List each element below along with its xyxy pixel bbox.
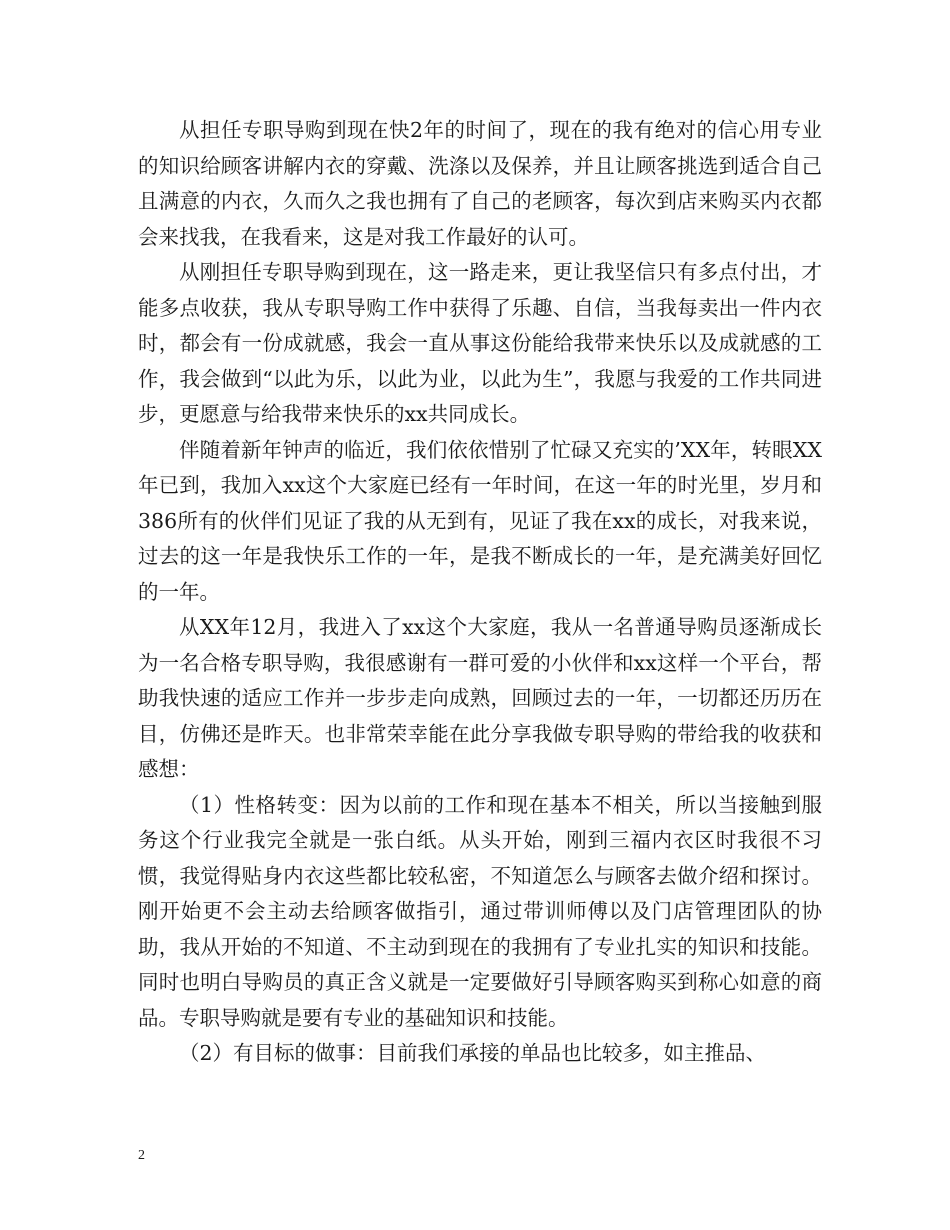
paragraph: （2）有目标的做事：目前我们承接的单品也比较多，如主推品、 — [179, 1041, 767, 1065]
page-number: 2 — [138, 1148, 145, 1163]
paragraph: （1）性格转变：因为以前的工作和现在基本不相关，所以当接触到服务这个行业我完全就是一张白纸。从头开始，刚到三福内衣区时我很不习惯，我觉得贴身内衣这些都比较私密，不知道怎么与顾客去做介绍和探讨。刚开始更不会主动去给顾客做指引，通过带训师傅以及门店管理团队的协助，我从开始的不知道、不主动到现在的我拥有了专业扎实的知识和技能。同时也明白导购员的真正含义就是一定要做好引导顾客购买到称心如意的商品。专职导购就是要有专业的基础知识和技能。 — [138, 792, 822, 1030]
paragraph: 伴随着新年钟声的临近，我们依依惜别了忙碌又充实的’XX年，转眼XX年已到，我加入xx这个大家庭已经有一年时间，在这一年的时光里，岁月和386所有的伙伴们见证了我的从无到有，见证了我在xx的成长，对我来说，过去的这一年是我快乐工作的一年，是我不断成长的一年，是充满美好回忆的一年。 — [138, 437, 822, 604]
document-body — [138, 113, 822, 1072]
paragraph: 从刚担任专职导购到现在，这一路走来，更让我坚信只有多点付出，才能多点收获，我从专职导购工作中获得了乐趣、自信，当我每卖出一件内衣时，都会有一份成就感，我会一直从事这份能给我带来快乐以及成就感的工作，我会做到“以此为乐，以此为业，以此为生”，我愿与我爱的工作共同进步，更愿意与给我带来快乐的xx共同成长。 — [138, 260, 822, 426]
paragraph: 从XX年12月，我进入了xx这个大家庭，我从一名普通导购员逐渐成长为一名合格专职导购，我很感谢有一群可爱的小伙伴和xx这样一个平台，帮助我快速的适应工作并一步步走向成熟，回顾过去的一年，一切都还历历在目，仿佛还是昨天。也非常荣幸能在此分享我做专职导购的带给我的收获和感想： — [138, 615, 822, 781]
paragraph: 从担任专职导购到现在快2年的时间了，现在的我有绝对的信心用专业的知识给顾客讲解内衣的穿戴、洗涤以及保养，并且让顾客挑选到适合自己且满意的内衣，久而久之我也拥有了自己的老顾客，每次到店来购买内衣都会来找我，在我看来，这是对我工作最好的认可。 — [138, 118, 822, 249]
